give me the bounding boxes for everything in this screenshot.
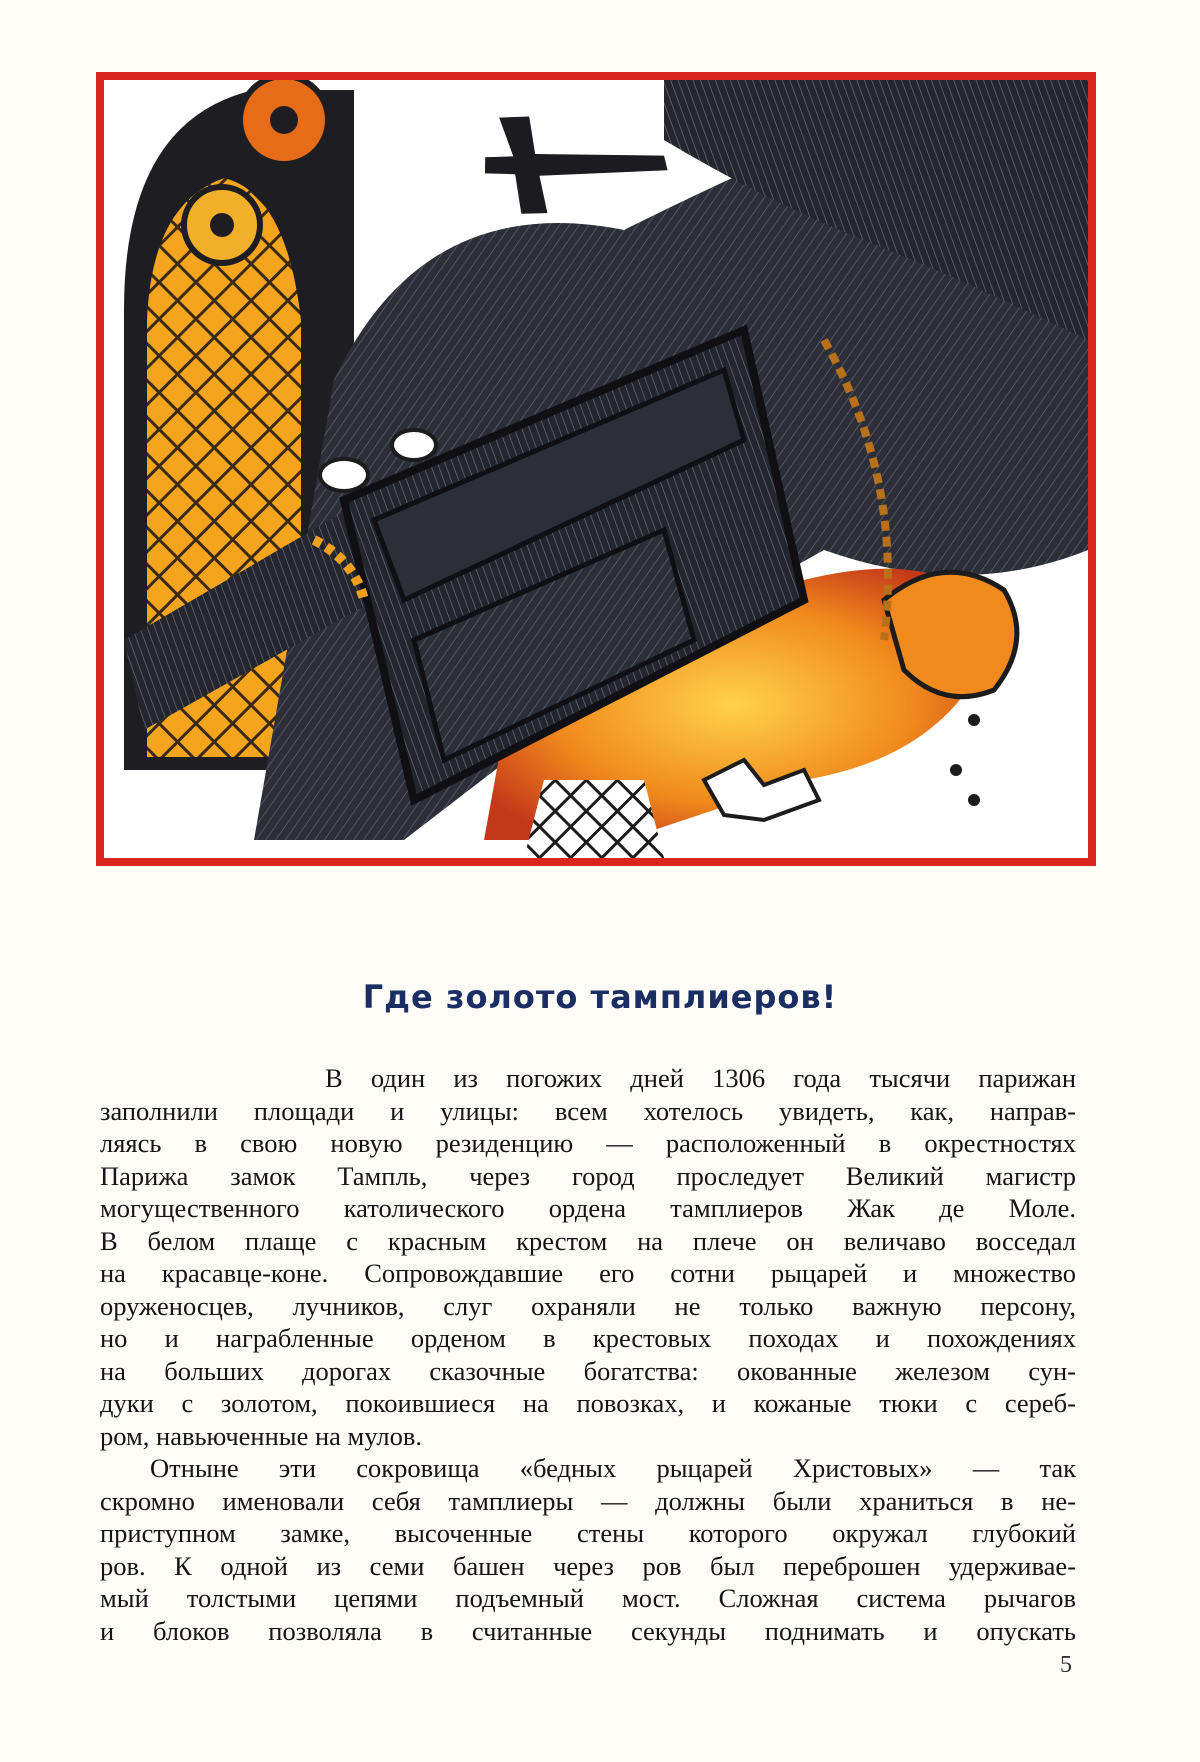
text-line: В белом плаще с красным крестом на плече он величаво восседал: [100, 1225, 1076, 1256]
page-title: Где золото тамплиеров!: [362, 978, 838, 1016]
body-text: [100, 1062, 1076, 1647]
text-line: ров. К одной из семи башен через ров был переброшен удерживае-: [100, 1550, 1076, 1581]
paragraph-2: [100, 1452, 1076, 1647]
page-number: 5: [1060, 1652, 1072, 1678]
text-line: скромно именовали себя тамплиеры — должны были храниться в не-: [100, 1485, 1076, 1516]
text-line: В один из погожих дней 1306 года тысячи парижан: [325, 1063, 1076, 1093]
illustration-templars-chest: [96, 72, 1096, 866]
text-line: приступном замке, высоченные стены которого окружал глубокий: [100, 1518, 1076, 1548]
text-line: на красавце-коне. Сопровождавшие его сотни рыцарей и множество: [100, 1258, 1076, 1288]
text-line: заполнили площади и улицы: всем хотелось увидеть, как, направ-: [100, 1095, 1076, 1126]
text-line: Парижа замок Тампль, через город проследует Великий магистр: [100, 1160, 1076, 1191]
illustration-art: [104, 80, 1088, 858]
text-line: ром, навьюченные на мулов.: [100, 1420, 423, 1451]
text-line: но и награбленные орденом в крестовых походах и похождениях: [100, 1323, 1076, 1353]
text-line: оруженосцев, лучников, слуг охраняли не только важную персону,: [100, 1290, 1076, 1321]
text-line: дуки с золотом, покоившиеся на повозках, и кожаные тюки с сереб-: [100, 1388, 1076, 1418]
text-line: ляясь в свою новую резиденцию — расположенный в окрестностях: [100, 1128, 1076, 1158]
text-line: Отныне эти сокровища «бедных рыцарей Христовых» — так: [150, 1453, 1076, 1483]
text-line: могущественного католического ордена тамплиеров Жак де Моле.: [100, 1193, 1076, 1223]
paragraph-1: [100, 1062, 1076, 1452]
cross: [479, 101, 670, 219]
text-line: на больших дорогах сказочные богатства: окованные железом сун-: [100, 1355, 1076, 1386]
text-line: мый толстыми цепями подъемный мост. Сложная система рычагов: [100, 1583, 1076, 1613]
text-line: и блоков позволяла в считанные секунды поднимать и опускать: [100, 1615, 1076, 1646]
